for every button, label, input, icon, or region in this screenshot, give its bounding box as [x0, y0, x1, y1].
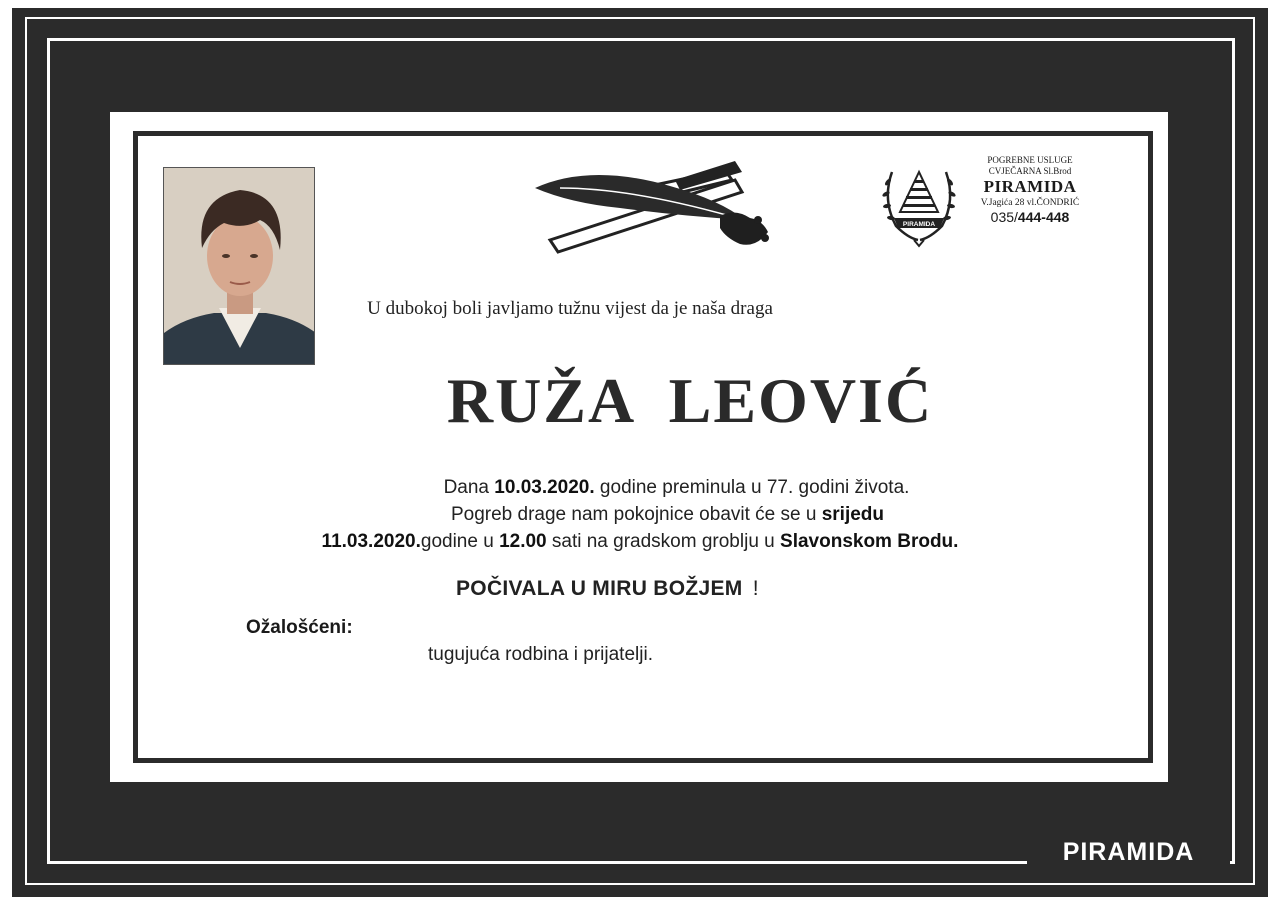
cross-with-palm-icon — [530, 158, 775, 256]
company-name: PIRAMIDA — [983, 177, 1077, 196]
footer-brand-text: PIRAMIDA — [1062, 838, 1195, 866]
portrait-photo — [163, 167, 315, 365]
mourners-text: tugujuća rodbina i prijatelji. — [428, 644, 653, 665]
pyramid-wreath-logo-icon — [878, 160, 960, 248]
funeral-details-line: 11.03.2020.godine u 12.00 sati na gradskom groblju u Slavonskom Brodu. — [321, 531, 959, 552]
deceased-name: RUŽA LEOVIĆ — [446, 365, 934, 436]
company-service-line: POGREBNE USLUGE — [987, 155, 1073, 165]
portrait-image — [164, 168, 315, 365]
funeral-company-block — [965, 155, 1095, 226]
notice-details — [0, 474, 1280, 555]
company-address: V.Jagića 28 vl.ČONDRIĆ — [980, 198, 1080, 208]
intro-text: U dubokoj boli javljamo tužnu vijest da je naša draga — [367, 298, 773, 319]
death-date-line: Dana 10.03.2020. godine preminula u 77. godini života. — [443, 477, 910, 498]
mourners-label: Ožalošćeni: — [246, 617, 353, 638]
rip-text: POČIVALA U MIRU BOŽJEM ! — [456, 577, 759, 600]
logo-text: PIRAMIDA — [902, 221, 936, 228]
company-florist-line: CVJEČARNA Sl.Brod — [988, 166, 1072, 176]
funeral-line: Pogreb drage nam pokojnice obavit će se u srijedu — [450, 504, 885, 525]
footer-brand — [1027, 836, 1230, 868]
company-phone: 035/444-448 — [990, 209, 1070, 225]
